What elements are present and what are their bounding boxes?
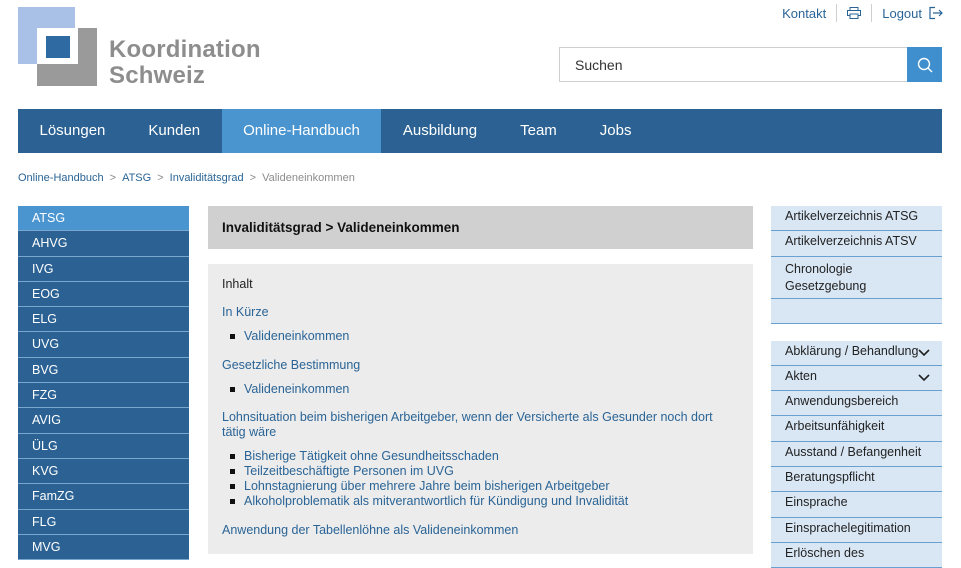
breadcrumb-atsg[interactable]: ATSG — [122, 172, 152, 184]
sidebar-item-famzg[interactable]: FamZG — [18, 484, 189, 509]
sidebar-item-label: Abklärung / Behandlung — [785, 343, 919, 358]
sidebar-item-chronologie[interactable] — [771, 257, 942, 299]
sidebar-item-atsg[interactable]: ATSG — [18, 206, 189, 231]
sidebar-item-kvg[interactable]: KVG — [18, 459, 189, 484]
nav-item-ausbildung[interactable]: Ausbildung — [402, 122, 478, 139]
breadcrumb-current: Valideneinkommen — [262, 172, 355, 184]
sidebar-item-ivg[interactable]: IVG — [18, 257, 189, 282]
sidebar-item-mvg[interactable]: MVG — [18, 535, 189, 560]
sidebar-item-avig[interactable]: AVIG — [18, 408, 189, 433]
breadcrumb — [18, 172, 355, 184]
breadcrumb-separator: > — [109, 172, 117, 184]
nav-item-online-handbuch[interactable]: Online-Handbuch — [222, 109, 382, 153]
logout-link[interactable]: Logout — [882, 5, 922, 21]
logo-text-line1: Koordination — [109, 36, 261, 63]
nav-item-kunden[interactable]: Kunden — [148, 122, 201, 139]
sidebar-item-label: Anwendungsbereich — [785, 394, 899, 409]
sidebar-item-label: Akten — [785, 368, 817, 383]
sidebar-item-eog[interactable]: EOG — [18, 282, 189, 307]
sidebar-item-label: Beratungspflicht — [785, 470, 875, 485]
page-title-box — [208, 206, 753, 249]
sidebar-item-erloeschen[interactable] — [771, 543, 942, 568]
toc-section-link[interactable]: In Kürze — [222, 305, 269, 319]
sidebar-item-artikelverzeichnis-atsv[interactable] — [771, 231, 942, 256]
nav-item-loesungen[interactable]: Lösungen — [39, 122, 106, 139]
sidebar-item-abklaerung[interactable] — [771, 341, 942, 366]
logo[interactable] — [18, 7, 261, 89]
chevron-down-icon — [918, 374, 930, 382]
chevron-down-icon — [918, 349, 930, 357]
toc-item-link[interactable]: Valideneinkommen — [230, 329, 739, 344]
toc-item-link[interactable]: Teilzeitbeschäftigte Personen im UVG — [230, 464, 739, 479]
search-icon — [917, 57, 933, 73]
search-input[interactable] — [559, 47, 907, 82]
nav-item-jobs[interactable]: Jobs — [599, 122, 632, 139]
right-sidebar — [771, 206, 942, 568]
sidebar-item-label: Einsprachelegitimation — [785, 520, 911, 535]
sidebar-item-ahvg[interactable]: AHVG — [18, 231, 189, 256]
logo-square-blue — [46, 36, 70, 58]
sidebar-item-elg[interactable]: ELG — [18, 307, 189, 332]
sidebar-item-label: Artikelverzeichnis ATSG — [785, 209, 919, 223]
sidebar-item-fzg[interactable]: FZG — [18, 383, 189, 408]
toc-section-link[interactable]: Gesetzliche Bestimmung — [222, 358, 361, 372]
divider — [836, 4, 837, 22]
nav-item-team[interactable]: Team — [520, 122, 557, 139]
printer-icon[interactable] — [847, 7, 861, 19]
toc-list — [230, 382, 739, 397]
sidebar-item-arbeitsunfaehigkeit[interactable] — [771, 416, 942, 441]
sidebar-item-label: Artikelverzeichnis ATSV — [785, 234, 917, 249]
sidebar-item-label: Chronologie Gesetzgebung — [785, 261, 867, 293]
toc-section-link[interactable]: Anwendung der Tabellenlöhne als Valideneinkommen — [222, 523, 519, 537]
sidebar-item-label: Arbeitsunfähigkeit — [785, 419, 885, 434]
sidebar-item-label: Einsprache — [785, 495, 848, 510]
breadcrumb-separator: > — [249, 172, 257, 184]
toc-item-link[interactable]: Valideneinkommen — [230, 382, 739, 397]
toc-list — [230, 449, 739, 509]
breadcrumb-invaliditaetsgrad[interactable]: Invaliditätsgrad — [169, 172, 244, 184]
breadcrumb-separator: > — [157, 172, 164, 184]
search-bar — [559, 47, 942, 82]
sidebar-item-akten[interactable] — [771, 366, 942, 391]
sidebar-item-empty — [771, 299, 942, 324]
sidebar-item-uvg[interactable]: UVG — [18, 332, 189, 357]
sidebar-item-bvg[interactable]: BVG — [18, 358, 189, 383]
main-navigation — [18, 109, 942, 153]
toc-item-link[interactable]: Alkoholproblematik als mitverantwortlich für Kündigung und Invalidität — [230, 494, 739, 509]
logo-text — [109, 37, 261, 89]
divider — [871, 4, 872, 22]
top-links — [782, 4, 943, 22]
search-button[interactable] — [907, 47, 942, 82]
logout-icon[interactable] — [929, 7, 943, 19]
toc-list — [230, 329, 739, 344]
sidebar-item-ausstand[interactable] — [771, 442, 942, 467]
sidebar-item-label: Erlöschen des — [785, 545, 865, 560]
sidebar-item-label: Ausstand / Befangenheit — [785, 444, 922, 459]
page-title: Invaliditätsgrad > Valideneinkommen — [222, 220, 460, 235]
toc-item-link[interactable]: Lohnstagnierung über mehrere Jahre beim bisherigen Arbeitgeber — [230, 479, 739, 494]
toc-item-link[interactable]: Bisherige Tätigkeit ohne Gesundheitsschaden — [230, 449, 739, 464]
sidebar-item-artikelverzeichnis-atsg[interactable] — [771, 206, 942, 231]
contact-link[interactable]: Kontakt — [782, 5, 827, 21]
table-of-contents — [208, 264, 753, 554]
logo-text-line2: Schweiz — [109, 62, 206, 89]
sidebar-item-ulg[interactable]: ÜLG — [18, 434, 189, 459]
sidebar-item-einsprachelegitimation[interactable] — [771, 518, 942, 543]
toc-section-link[interactable]: Lohnsituation beim bisherigen Arbeitgeber, wenn der Versicherte als Gesunder noch dort tätig wäre — [222, 410, 713, 439]
left-sidebar — [18, 206, 189, 560]
sidebar-item-flg[interactable]: FLG — [18, 510, 189, 535]
sidebar-item-einsprache[interactable] — [771, 492, 942, 517]
sidebar-item-beratungspflicht[interactable] — [771, 467, 942, 492]
breadcrumb-online-handbuch[interactable]: Online-Handbuch — [18, 172, 104, 184]
sidebar-item-anwendungsbereich[interactable] — [771, 391, 942, 416]
toc-heading: Inhalt — [222, 277, 253, 291]
